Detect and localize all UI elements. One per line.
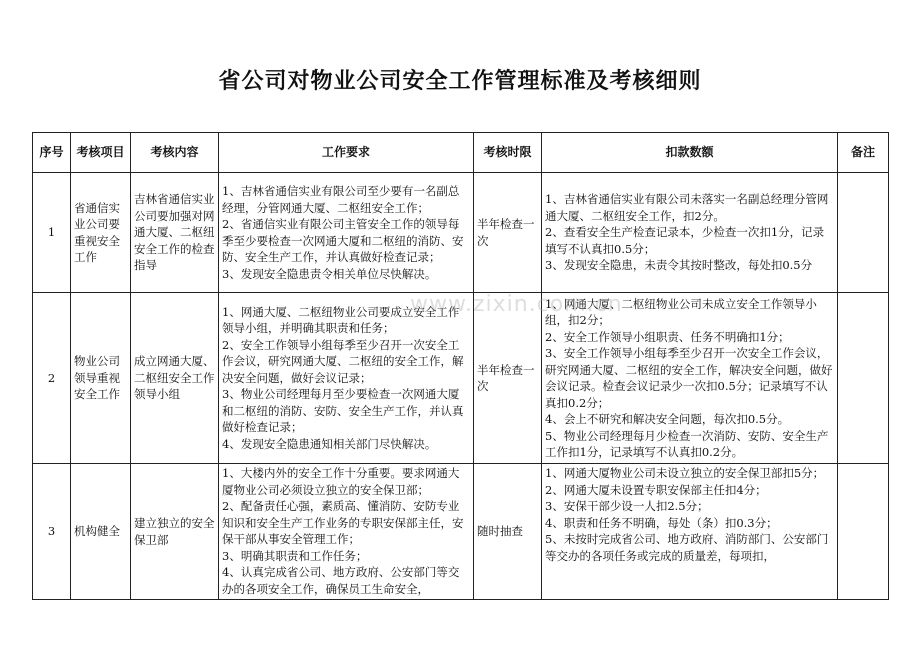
row-item: 物业公司领导重视安全工作: [71, 293, 131, 464]
requirement-line: 1、大楼内外的安全工作十分重要。要求网通大厦物业公司必须设立独立的安全保卫部；: [222, 466, 460, 497]
deduction-line: 3、安全工作领导小组每季至少召开一次安全工作会议，研究网通大厦、二枢纽的安全工作，解决安全问题，做好会议记录。检查会议记录少一次扣0.5分；记录填写不认真扣0.2分；: [545, 346, 833, 410]
requirement-line: 1、网通大厦、二枢纽物业公司要成立安全工作领导小组，并明确其职责和任务；: [222, 304, 460, 336]
row-index: 2: [33, 293, 71, 464]
row-note: [838, 464, 889, 600]
row-index: 3: [33, 464, 71, 600]
row-content: 建立独立的安全保卫部: [131, 464, 219, 600]
requirement-line: 1、吉林省通信实业有限公司至少要有一名副总经理，分管网通大厦、二枢纽安全工作；: [222, 184, 460, 215]
header-content: 考核内容: [131, 133, 219, 173]
deduction-line: 3、安保干部少设一人扣2.5分；: [545, 499, 709, 513]
requirement-line: 2、省通信实业有限公司主管安全工作的领导每季至少要检查一次网通大厦和二枢纽的消防、安防、安全生产工作，并认真做好检查记录；: [222, 217, 464, 264]
header-note: 备注: [838, 133, 889, 173]
deduction-line: 5、物业公司经理每月少检查一次消防、安防、安全生产工作扣1分，记录填写不认真扣0.2分。: [545, 428, 829, 459]
deduction-line: 2、安全工作领导小组职责、任务不明确扣1分；: [545, 329, 790, 344]
row-time-limit: 随时抽查: [474, 464, 542, 600]
requirement-line: 2、安全工作领导小组每季至少召开一次安全工作会议，研究网通大厦、二枢纽的安全工作，解决安全问题，做好会议记录；: [222, 337, 464, 385]
row-item: 机构健全: [71, 464, 131, 600]
requirement-line: 3、发现安全隐患责令相关单位尽快解决。: [222, 266, 437, 281]
deduction-line: 5、未按时完成省公司、地方政府、消防部门、公安部门等交办的各项任务或完成的质量差，每项扣，: [545, 532, 829, 563]
requirement-line: 3、明确其职责和工作任务；: [222, 548, 368, 563]
requirement-line: 4、认真完成省公司、地方政府、公安部门等交办的各项安全工作，确保员工生命安全，: [222, 565, 460, 596]
row-content: 吉林省通信实业公司要加强对网通大厦、二枢纽安全工作的检查指导: [131, 173, 219, 293]
table-row: [33, 293, 889, 464]
deduction-line: 2、网通大厦未设置专职安保部主任扣4分；: [545, 482, 767, 497]
table-row: [33, 173, 889, 293]
row-requirement: [219, 464, 474, 600]
header-time-limit: 考核时限: [474, 133, 542, 173]
row-note: [838, 293, 889, 464]
header-deduction: 扣款数额: [542, 133, 838, 173]
requirement-line: 3、物业公司经理每月至少要检查一次网通大厦和二枢纽的消防、安防、安全生产工作，并认真做好检查记录；: [222, 387, 464, 435]
row-requirement: [219, 293, 474, 464]
deduction-line: 1、网通大厦物业公司未设立独立的安全保卫部扣5分；: [545, 466, 825, 480]
deduction-line: 2、查看安全生产检查记录本，少检查一次扣1分，记录填写不认真扣0.5分；: [545, 225, 825, 256]
deduction-line: 4、会上不研究和解决安全问题，每次扣0.5分。: [545, 412, 790, 426]
row-item: 省通信实业公司要重视安全工作: [71, 173, 131, 293]
deduction-line: 1、吉林省通信实业有限公司未落实一名副总经理分管网通大厦、二枢纽安全工作，扣2分。: [545, 192, 829, 223]
deduction-line: 3、发现安全隐患，未责令其按时整改，每处扣0.5分: [545, 258, 813, 273]
assessment-table: [32, 132, 889, 600]
row-note: [838, 173, 889, 293]
row-content: 成立网通大厦、二枢纽安全工作领导小组: [131, 293, 219, 464]
row-time-limit: 半年检查一次: [474, 293, 542, 464]
requirement-line: 2、配备责任心强，素质高、懂消防、安防专业知识和安全生产工作业务的专职安保部主任，安保干部从事安全管理工作；: [222, 499, 464, 546]
header-requirement: 工作要求: [219, 133, 474, 173]
document-title: 省公司对物业公司安全工作管理标准及考核细则: [218, 69, 702, 94]
row-time-limit: 半年检查一次: [474, 173, 542, 293]
row-deduction: [542, 293, 838, 464]
deduction-line: 1、网通大厦、二枢纽物业公司未成立安全工作领导小组，扣2分；: [545, 296, 817, 327]
table-row: [33, 464, 889, 600]
header-item: 考核项目: [71, 133, 131, 173]
table-header-row: [33, 133, 889, 173]
deduction-line: 4、职责和任务不明确，每处（条）扣0.3分；: [545, 515, 778, 530]
row-deduction: [542, 464, 838, 600]
watermark: www.zixin.com.cn: [410, 292, 623, 317]
requirement-line: 4、发现安全隐患通知相关部门尽快解决。: [222, 436, 437, 451]
row-deduction: [542, 173, 838, 293]
row-index: 1: [33, 173, 71, 293]
row-requirement: [219, 173, 474, 293]
header-index: 序号: [33, 133, 71, 173]
